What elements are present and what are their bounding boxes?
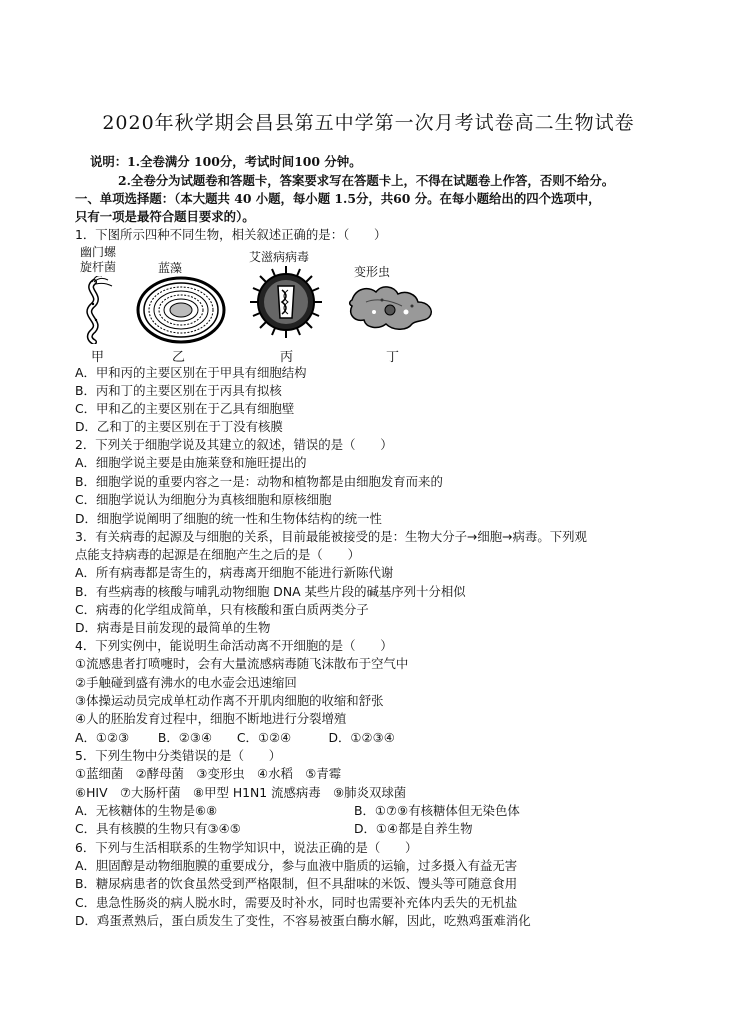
q3-option-d: D．病毒是目前发现的最简单的生物 [75, 620, 271, 635]
label-hiv: 艾滋病病毒 [249, 250, 310, 264]
page-title: 2020年秋学期会昌县第五中学第一次月考试卷高二生物试卷 [102, 112, 635, 134]
q4-item-1: ①流感患者打喷嚏时，会有大量流感病毒随飞沫散布于空气中 [75, 656, 409, 671]
caption-ding: 丁 [386, 350, 400, 365]
amoeba-image [346, 282, 436, 334]
q5-option-a: A．无核糖体的生物是⑥⑧ [75, 803, 218, 818]
q1-option-d: D．乙和丁的主要区别在于丁没有核膜 [75, 419, 283, 434]
question-3-line-1: 3．有关病毒的起源及与细胞的关系，目前最能被接受的是：生物大分子→细胞→病毒。下列观 [75, 529, 587, 544]
q1-option-c: C．甲和乙的主要区别在于乙具有细胞壁 [75, 401, 295, 416]
q6-option-c: C．患急性肠炎的病人脱水时，需要及时补水，同时也需要补充体内丢失的无机盐 [75, 895, 518, 910]
q4-item-4: ④人的胚胎发育过程中，细胞不断地进行分裂增殖 [75, 711, 347, 726]
q3-option-c: C．病毒的化学组成简单，只有核酸和蛋白质两类分子 [75, 602, 369, 617]
hiv-image [248, 264, 324, 340]
caption-bing: 丙 [280, 350, 294, 365]
question-6: 6．下列与生活相联系的生物学知识中，说法正确的是（ ） [75, 840, 418, 855]
q3-option-b: B．有些病毒的核酸与哺乳动物细胞 DNA 某些片段的碱基序列十分相似 [75, 584, 466, 599]
q5-organisms-2: ⑥HIV ⑦大肠杆菌 ⑧甲型 H1N1 流感病毒 ⑨肺炎双球菌 [75, 785, 407, 800]
question-3-line-2: 点能支持病毒的起源是在细胞产生之后的是（ ） [75, 547, 360, 562]
q2-option-d: D．细胞学说阐明了细胞的统一性和生物体结构的统一性 [75, 511, 382, 526]
question-2: 2．下列关于细胞学说及其建立的叙述，错误的是（ ） [75, 437, 393, 452]
q5-option-c: C．具有核膜的生物只有③④⑤ [75, 821, 241, 836]
note-line-2: 2.全卷分为试题卷和答题卡，答案要求写在答题卡上，不得在试题卷上作答，否则不给分。 [118, 173, 615, 188]
label-h-pylori-1: 幽门螺 [80, 245, 117, 259]
h-pylori-image [80, 276, 116, 344]
q6-option-a: A．胆固醇是动物细胞膜的重要成分，参与血液中脂质的运输，过多摄入有益无害 [75, 858, 518, 873]
q4-item-2: ②手触碰到盛有沸水的电水壶会迅速缩回 [75, 675, 297, 690]
q5-organisms-1: ①蓝细菌 ②酵母菌 ③变形虫 ④水稻 ⑤青霉 [75, 766, 342, 781]
cyanobacteria-image [136, 276, 226, 344]
q5-option-d: D．①④都是自养生物 [354, 821, 473, 836]
section-heading-line-1: 一、单项选择题：（本大题共 40 小题，每小题 1.5分，共60 分。在每小题给出的四个选项中， [75, 191, 601, 206]
label-h-pylori-2: 旋杆菌 [80, 260, 117, 274]
q2-option-b: B．细胞学说的重要内容之一是：动物和植物都是由细胞发育而来的 [75, 474, 443, 489]
question-5: 5．下列生物中分类错误的是（ ） [75, 748, 282, 763]
q6-option-d: D．鸡蛋煮熟后，蛋白质发生了变性，不容易被蛋白酶水解，因此，吃熟鸡蛋难消化 [75, 913, 531, 928]
q1-option-a: A．甲和丙的主要区别在于甲具有细胞结构 [75, 365, 307, 380]
label-amoeba: 变形虫 [354, 265, 391, 279]
caption-yi: 乙 [172, 350, 186, 365]
q3-option-a: A．所有病毒都是寄生的，病毒离开细胞不能进行新陈代谢 [75, 565, 394, 580]
q4-item-3: ③体操运动员完成单杠动作离不开肌肉细胞的收缩和舒张 [75, 693, 384, 708]
caption-jia: 甲 [91, 350, 105, 365]
question-4: 4．下列实例中，能说明生命活动离不开细胞的是（ ） [75, 638, 393, 653]
q2-option-c: C．细胞学说认为细胞分为真核细胞和原核细胞 [75, 492, 332, 507]
q4-options: A．①②③ B．②③④ C．①②④ D．①②③④ [75, 730, 395, 745]
question-1: 1．下图所示四种不同生物，相关叙述正确的是：（ ） [75, 227, 387, 242]
label-cyanobacteria: 蓝藻 [158, 261, 183, 275]
q5-option-b: B．①⑦⑨有核糖体但无染色体 [354, 803, 520, 818]
q6-option-b: B．糖尿病患者的饮食虽然受到严格限制，但不具甜味的米饭、馒头等可随意食用 [75, 876, 518, 891]
q1-option-b: B．丙和丁的主要区别在于丙具有拟核 [75, 383, 282, 398]
note-line-1: 说明：1.全卷满分 100分，考试时间100 分钟。 [90, 154, 362, 169]
section-heading-line-2: 只有一项是最符合题目要求的）。 [75, 209, 255, 224]
q2-option-a: A．细胞学说主要是由施莱登和施旺提出的 [75, 455, 307, 470]
